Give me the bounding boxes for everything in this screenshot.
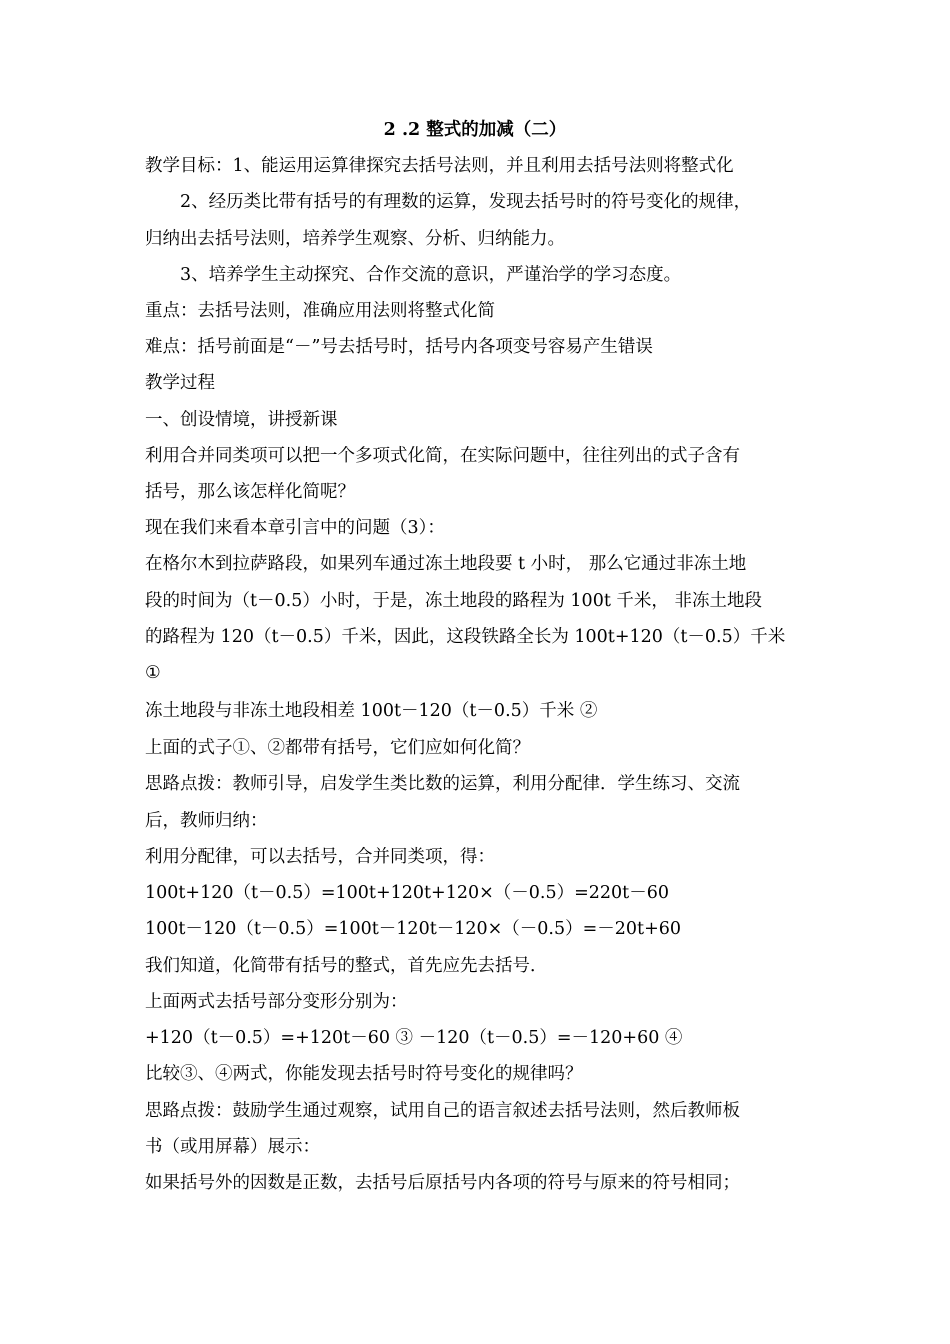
page-title: 2 .2 整式的加减（二）	[383, 120, 567, 140]
text-line: 书（或用屏幕）展示：	[145, 1137, 320, 1157]
text-line: 现在我们来看本章引言中的问题（3）：	[145, 518, 445, 538]
text-line: 后，教师归纳：	[145, 811, 268, 831]
text-line: 难点：括号前面是“－”号去括号时，括号内各项变号容易产生错误	[145, 337, 653, 357]
text-line: 括号，那么该怎样化简呢？	[145, 482, 355, 502]
text-line: 思路点拨：鼓励学生通过观察，试用自己的语言叙述去括号法则，然后教师板	[145, 1101, 740, 1121]
text-line: 上面两式去括号部分变形分别为：	[145, 992, 408, 1012]
text-line: 如果括号外的因数是正数，去括号后原括号内各项的符号与原来的符号相同；	[145, 1173, 740, 1193]
section-heading: 一、创设情境，讲授新课	[145, 410, 338, 430]
text-line: 教学过程	[145, 373, 215, 393]
text-line: ①	[145, 663, 161, 683]
text-line: 教学目标：1、能运用运算律探究去括号法则，并且利用去括号法则将整式化	[145, 156, 734, 176]
text-line: 利用分配律，可以去括号，合并同类项，得：	[145, 847, 495, 867]
text-line: 思路点拨：教师引导，启发学生类比数的运算，利用分配律．学生练习、交流	[145, 774, 740, 794]
text-line: 冻土地段与非冻土地段相差 100t－120（t－0.5）千米 ②	[145, 701, 598, 721]
text-line: 2、经历类比带有括号的有理数的运算，发现去括号时的符号变化的规律，	[180, 192, 752, 212]
text-line: 重点：去括号法则，准确应用法则将整式化简	[145, 301, 495, 321]
formula-line: +120（t－0.5）=+120t－60 ③ －120（t－0.5）=－120+60 ④	[145, 1028, 683, 1048]
formula-line: 100t－120（t－0.5）=100t－120t－120×（－0.5）=－20t+60	[145, 919, 682, 939]
text-line: 利用合并同类项可以把一个多项式化简，在实际问题中，往往列出的式子含有	[145, 446, 740, 466]
text-line: 的路程为 120（t－0.5）千米，因此，这段铁路全长为 100t+120（t－0.5）千米	[145, 627, 786, 647]
text-line: 比较③、④两式，你能发现去括号时符号变化的规律吗？	[145, 1064, 583, 1084]
text-line: 我们知道，化简带有括号的整式，首先应先去括号．	[145, 956, 548, 976]
text-line: 在格尔木到拉萨路段，如果列车通过冻土地段要 t 小时， 那么它通过非冻土地	[145, 554, 747, 574]
formula-line: 100t+120（t－0.5）=100t+120t+120×（－0.5）=220t－60	[145, 883, 669, 903]
text-line: 上面的式子①、②都带有括号，它们应如何化简？	[145, 738, 530, 758]
text-line: 归纳出去括号法则，培养学生观察、分析、归纳能力。	[145, 229, 565, 249]
text-line: 段的时间为（t－0.5）小时，于是，冻土地段的路程为 100t 千米， 非冻土地段	[145, 591, 762, 611]
text-line: 3、培养学生主动探究、合作交流的意识，严谨治学的学习态度。	[180, 265, 682, 285]
